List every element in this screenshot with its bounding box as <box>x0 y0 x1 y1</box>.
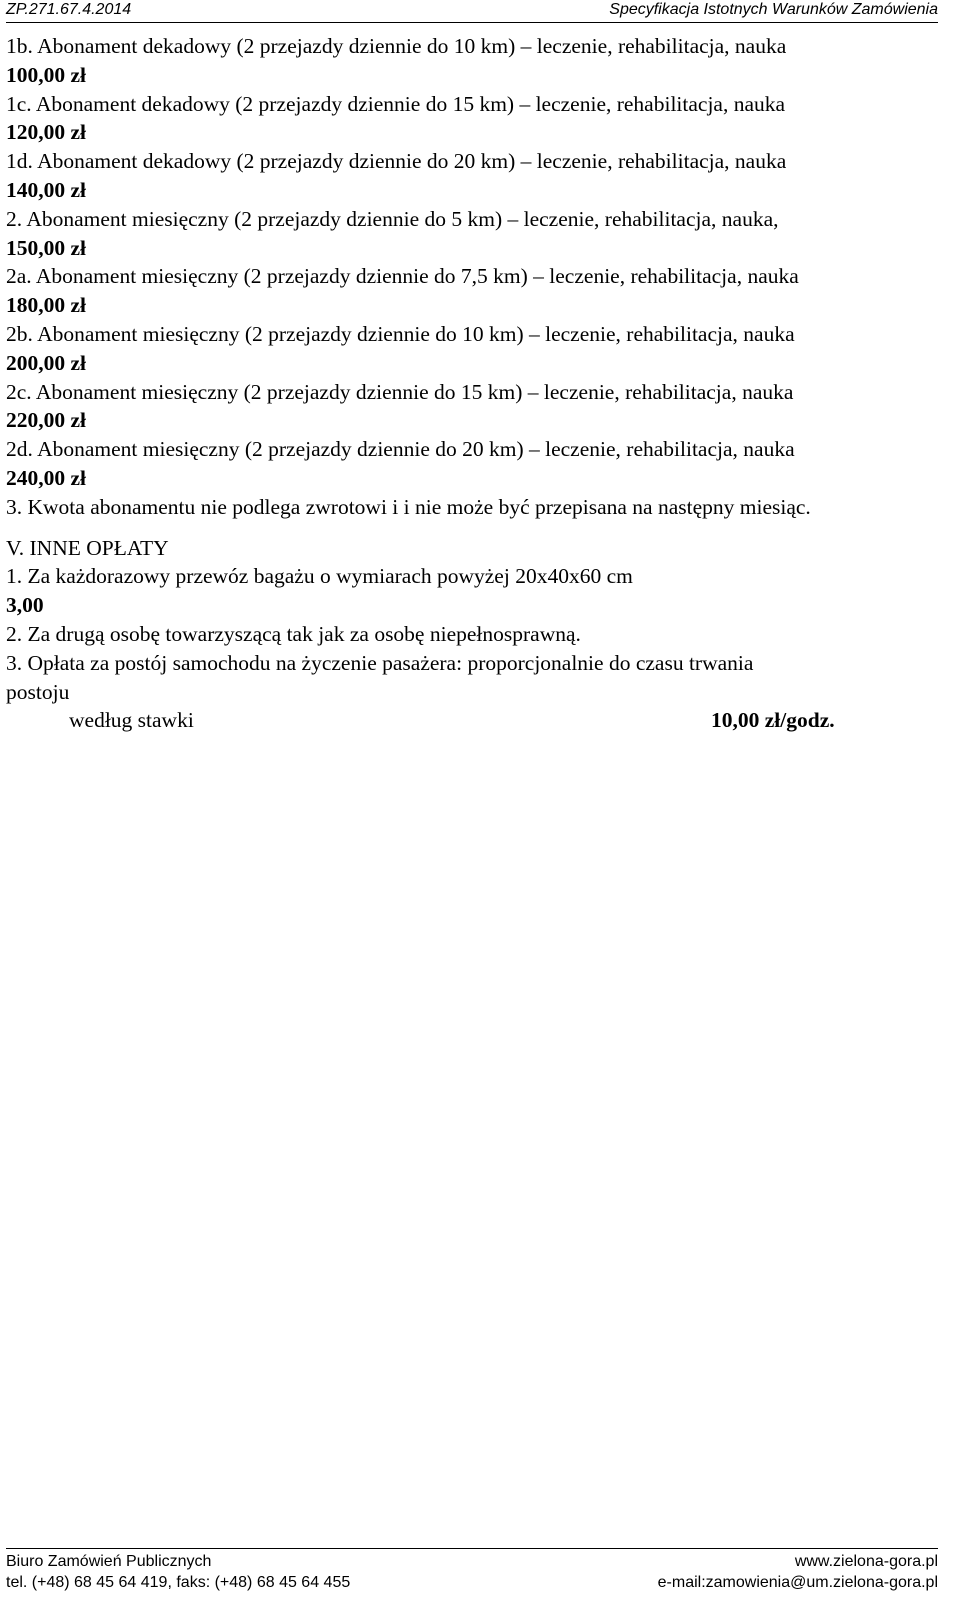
fare-item-2 <box>6 205 936 263</box>
office-name: Biuro Zamówień Publicznych <box>6 1553 212 1570</box>
fare-item-2a <box>6 262 936 320</box>
fare-price: 120,00 zł <box>6 120 87 145</box>
section-title: V. INNE OPŁATY <box>6 535 169 560</box>
page-footer <box>6 1548 938 1593</box>
fare-item-2c <box>6 378 936 436</box>
fare-price: 220,00 zł <box>6 408 87 433</box>
email-link[interactable]: e-mail:zamowienia@um.zielona-gora.pl <box>657 1574 938 1591</box>
fare-item-1d <box>6 147 936 205</box>
waiting-fee-description: 3. Opłata za postój samochodu na życzenie pasażera: proporcjonalnie do czasu trwania <box>6 650 754 675</box>
rate-value: 10,00 zł/godz. <box>711 708 835 733</box>
waiting-fee-rate <box>6 706 936 735</box>
document-body <box>6 32 936 735</box>
fare-item-1c <box>6 90 936 148</box>
document-title: Specyfikacja Istotnych Warunków Zamówienia <box>609 1 938 18</box>
fare-description: 1b. Abonament dekadowy (2 przejazdy dziennie do 10 km) – leczenie, rehabilitacja, nauka <box>6 34 787 58</box>
fare-description: 1c. Abonament dekadowy (2 przejazdy dziennie do 15 km) – leczenie, rehabilitacja, nauka <box>6 91 786 116</box>
fare-item-2b <box>6 320 936 378</box>
fare-description: 2d. Abonament miesięczny (2 przejazdy dziennie do 20 km) – leczenie, rehabilitacja, nauka <box>6 437 795 462</box>
fare-price: 180,00 zł <box>6 293 87 318</box>
document-number: ZP.271.67.4.2014 <box>6 1 132 18</box>
fare-description: 2b. Abonament miesięczny (2 przejazdy dziennie do 10 km) – leczenie, rehabilitacja, nauka <box>6 321 795 346</box>
fare-price: 240,00 zł <box>6 465 87 490</box>
companion-fee-description: 2. Za drugą osobę towarzyszącą tak jak za osobę niepełnosprawną. <box>6 621 581 646</box>
fare-description: 1d. Abonament dekadowy (2 przejazdy dziennie do 20 km) – leczenie, rehabilitacja, nauka <box>6 149 787 174</box>
waiting-fee-description-cont: postoju <box>6 679 70 704</box>
luggage-fee-description: 1. Za każdorazowy przewóz bagażu o wymiarach powyżej 20x40x60 cm <box>6 564 633 589</box>
rate-label: według stawki <box>69 708 194 733</box>
fare-price: 200,00 zł <box>6 350 87 375</box>
phone-fax: tel. (+48) 68 45 64 419, faks: (+48) 68 45 64 455 <box>6 1574 351 1591</box>
fare-price: 140,00 zł <box>6 177 87 202</box>
fare-description: 2a. Abonament miesięczny (2 przejazdy dziennie do 7,5 km) – leczenie, rehabilitacja, nauka <box>6 264 799 289</box>
fare-description: 2c. Abonament miesięczny (2 przejazdy dziennie do 15 km) – leczenie, rehabilitacja, nauka <box>6 379 794 404</box>
refund-note: 3. Kwota abonamentu nie podlega zwrotowi i i nie może być przepisana na następny miesiąc. <box>6 494 811 519</box>
fare-price: 100,00 zł <box>6 62 87 87</box>
website-link[interactable]: www.zielona-gora.pl <box>794 1553 938 1570</box>
fare-price: 150,00 zł <box>6 235 87 260</box>
fare-item-2d <box>6 435 936 493</box>
fare-description: 2. Abonament miesięczny (2 przejazdy dziennie do 5 km) – leczenie, rehabilitacja, nauka, <box>6 206 779 231</box>
fare-item-1b <box>6 32 936 90</box>
luggage-fee-price: 3,00 <box>6 593 44 618</box>
page-header <box>6 0 938 23</box>
